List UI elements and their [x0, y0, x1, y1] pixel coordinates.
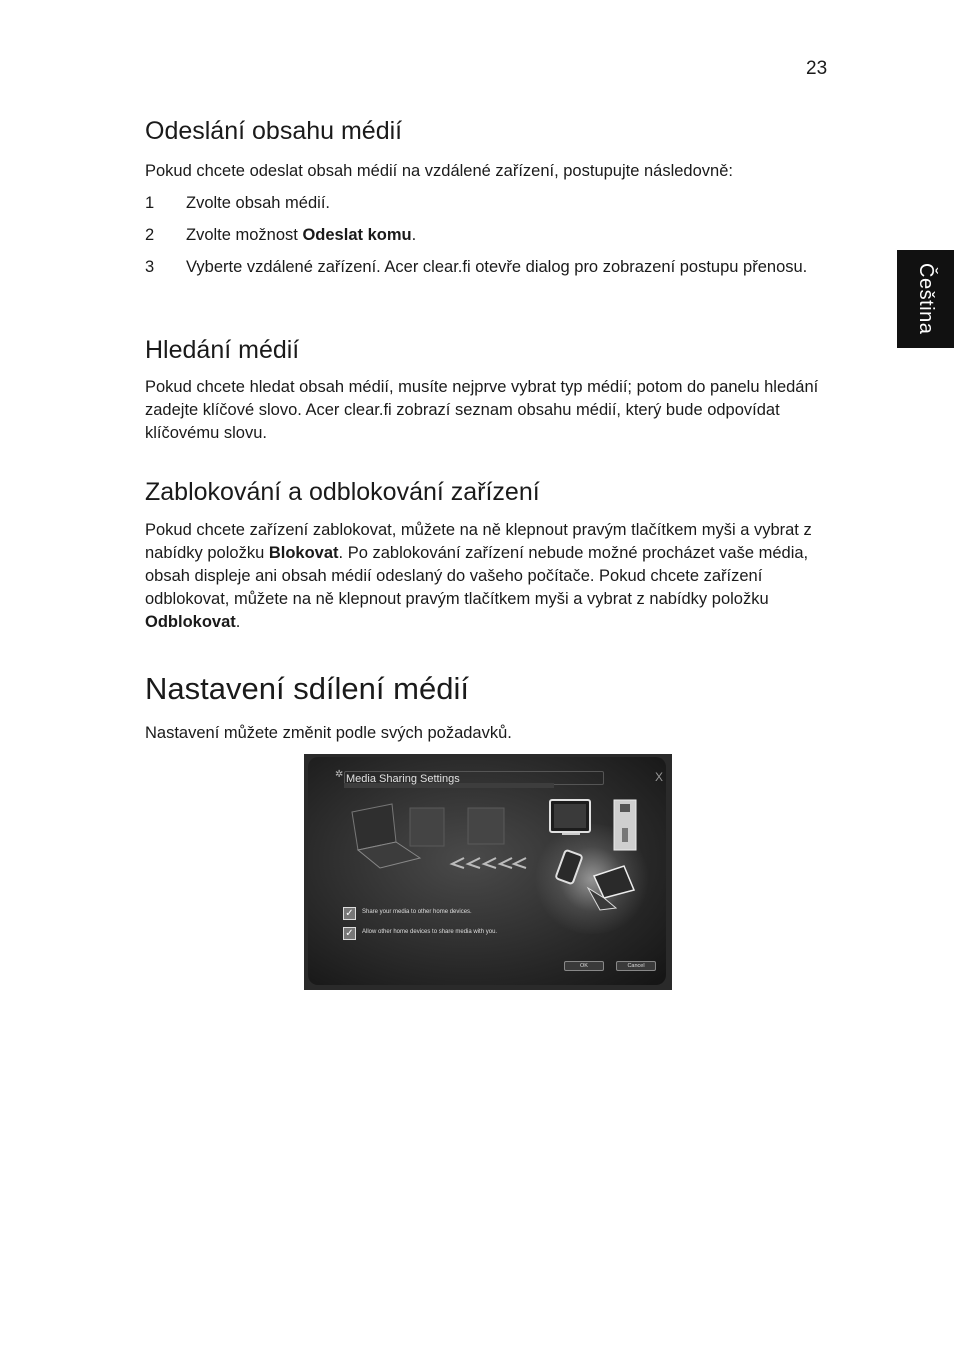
settings-text: Nastavení můžete změnit podle svých požadavků.	[145, 724, 512, 742]
share-media-label: Share your media to other home devices.	[362, 909, 472, 915]
heading-block-devices: Zablokování a odblokování zařízení	[145, 478, 540, 506]
page-number: 23	[806, 58, 828, 79]
allow-sharing-checkbox[interactable]: ✓	[343, 927, 356, 940]
step-text-bold: Odeslat komu	[302, 226, 412, 244]
block-text-1: Pokud chcete zařízení zablokovat, můžete na ně klepnout pravým tlačítkem myši a vybrat z nabídky položku	[145, 521, 812, 562]
share-media-checkbox[interactable]: ✓	[343, 907, 356, 920]
language-tab-label: Čeština	[915, 263, 937, 335]
small-laptop-icon	[588, 866, 634, 910]
step-text-after: .	[411, 226, 417, 244]
step-text-before: Zvolte možnost	[186, 226, 303, 244]
block-text-2: . Po zablokování zařízení nebude možné procházet vaše média, obsah displeje ani obsah médií odeslaný do vašeho počítače. Pokud chcete zařízení odblokovat, můžete na ně klepnout pravým tlačítkem myši a vybrat z nabídky položku	[145, 544, 809, 608]
smartphone-icon	[555, 850, 582, 884]
app-icon: ✲	[335, 769, 344, 780]
step-text	[186, 224, 826, 247]
step-number: 3	[145, 258, 155, 276]
block-text	[145, 519, 835, 634]
step-number: 1	[145, 194, 155, 212]
step-text: Vyberte vzdálené zařízení. Acer clear.fi otevře dialog pro zobrazení postupu přenosu.	[186, 258, 808, 276]
heading-media-sharing-settings: Nastavení sdílení médií	[145, 671, 469, 706]
dialog-title: Media Sharing Settings	[346, 773, 460, 785]
desktop-tower-icon	[614, 800, 636, 850]
heading-send-media: Odeslání obsahu médií	[145, 117, 403, 145]
transfer-arrows-icon	[452, 858, 526, 868]
media-thumbnail-icon	[410, 808, 444, 846]
step-text: Zvolte obsah médií.	[186, 194, 330, 212]
ok-button[interactable]: OK	[564, 961, 604, 971]
media-sharing-settings-screenshot	[304, 754, 672, 990]
search-text: Pokud chcete hledat obsah médií, musíte nejprve vybrat typ médií; potom do panelu hledání zadejte klíčové slovo. Acer clear.fi zobrazí seznam obsahu médií, který bude odpovídat klíčovému slovu.	[145, 378, 819, 442]
send-intro: Pokud chcete odeslat obsah médií na vzdálené zařízení, postupujte následovně:	[145, 162, 733, 180]
device-illustrations	[304, 754, 672, 990]
cancel-button[interactable]: Cancel	[616, 961, 656, 971]
step-number: 2	[145, 226, 155, 244]
media-thumbnail-icon	[468, 808, 504, 844]
block-text-3: .	[235, 613, 241, 631]
close-icon[interactable]: X	[655, 770, 664, 784]
heading-search-media: Hledání médií	[145, 336, 300, 364]
block-bold-1: Blokovat	[268, 544, 339, 562]
allow-sharing-label: Allow other home devices to share media with you.	[362, 929, 498, 935]
block-bold-2: Odblokovat	[145, 613, 236, 631]
all-in-one-pc-icon	[550, 800, 590, 834]
language-tab	[897, 250, 954, 348]
